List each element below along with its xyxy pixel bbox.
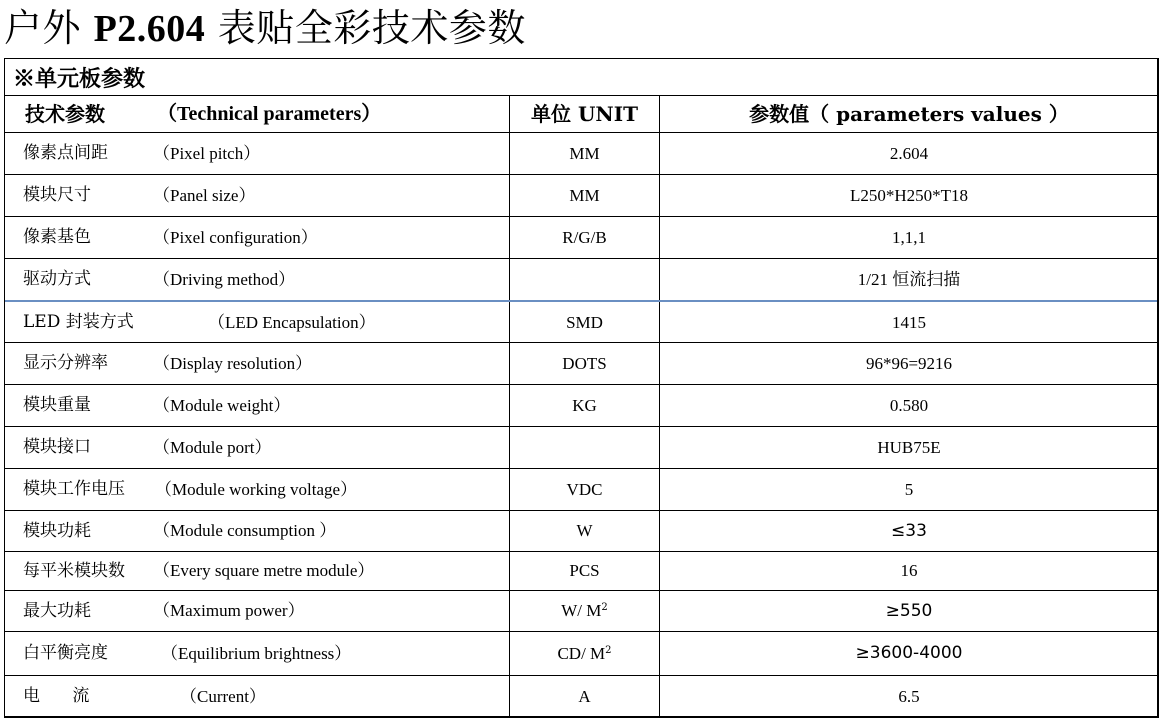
header-value: 参数值（ parameters values ） xyxy=(749,102,1069,126)
table-row xyxy=(5,300,1158,342)
param-name-cn: 驱动方式 xyxy=(23,269,91,289)
unit-cell xyxy=(510,427,660,468)
unit-cell xyxy=(510,302,660,342)
param-name-en: （Panel size） xyxy=(153,186,256,205)
param-value: HUB75E xyxy=(877,438,941,457)
param-value: ≥550 xyxy=(885,601,933,621)
header-param-en: （Technical parameters） xyxy=(157,103,382,125)
table-row xyxy=(5,590,1158,631)
param-value: 1415 xyxy=(892,313,926,332)
unit-cell xyxy=(510,343,660,384)
param-value: L250*H250*T18 xyxy=(849,186,969,205)
param-value: 96*96=9216 xyxy=(865,354,953,373)
param-cell xyxy=(5,343,510,384)
table-row xyxy=(5,631,1158,675)
param-cell xyxy=(5,427,510,468)
param-name-cn: 显示分辨率 xyxy=(23,353,108,373)
unit-value: MM xyxy=(569,144,600,163)
param-name-cn: LED 封装方式 xyxy=(23,312,134,332)
unit-cell xyxy=(510,511,660,551)
title-model-code: P2.604 xyxy=(93,8,206,50)
table-row xyxy=(5,132,1158,174)
param-name-en: （Maximum power） xyxy=(153,601,305,620)
table-row xyxy=(5,510,1158,551)
table-row xyxy=(5,342,1158,384)
header-value-cell xyxy=(660,96,1158,132)
table-row xyxy=(5,675,1158,717)
unit-value: PCS xyxy=(569,561,600,580)
table-row xyxy=(5,426,1158,468)
unit-cell xyxy=(510,632,660,675)
unit-value: DOTS xyxy=(562,354,607,373)
value-cell xyxy=(660,133,1158,174)
param-name-cn: 每平米模块数 xyxy=(23,561,125,581)
param-name-cn: 模块尺寸 xyxy=(23,185,91,205)
value-cell xyxy=(660,385,1158,426)
section-header-row xyxy=(5,59,1158,95)
unit-cell xyxy=(510,552,660,590)
param-name-en: （Module consumption ） xyxy=(153,521,337,540)
value-cell xyxy=(660,676,1158,717)
param-value: 0.580 xyxy=(889,396,929,415)
unit-value: W/ M xyxy=(561,601,602,620)
unit-cell xyxy=(510,259,660,300)
param-cell xyxy=(5,591,510,631)
table-row xyxy=(5,551,1158,590)
title-suffix: 表贴全彩技术参数 xyxy=(205,6,526,50)
unit-cell xyxy=(510,591,660,631)
param-name-en: （Every square metre module） xyxy=(153,561,375,580)
param-name-en: （Pixel configuration） xyxy=(153,228,318,247)
page-title xyxy=(4,2,526,54)
param-name-en: （Pixel pitch） xyxy=(153,144,261,163)
unit-value: W xyxy=(576,521,593,540)
param-cell xyxy=(5,259,510,300)
param-value: 2.604 xyxy=(889,144,929,163)
unit-value: R/G/B xyxy=(562,228,607,247)
param-cell xyxy=(5,385,510,426)
unit-cell xyxy=(510,385,660,426)
param-name-en: （Module port） xyxy=(153,438,272,457)
table-row xyxy=(5,174,1158,216)
param-cell xyxy=(5,676,510,717)
param-name-en: （Current） xyxy=(180,687,266,706)
value-cell xyxy=(660,511,1158,551)
value-cell xyxy=(660,259,1158,300)
value-cell xyxy=(660,427,1158,468)
unit-cell xyxy=(510,217,660,258)
section-label: ※单元板参数 xyxy=(13,66,146,92)
unit-value: SMD xyxy=(566,313,603,332)
header-unit: 单位 UNIT xyxy=(531,102,638,126)
value-cell xyxy=(660,552,1158,590)
param-cell xyxy=(5,552,510,590)
param-cell xyxy=(5,632,510,675)
unit-value: CD/ M xyxy=(557,644,606,663)
title-prefix: 户外 xyxy=(4,6,94,50)
param-cell xyxy=(5,175,510,216)
table-header-row xyxy=(5,95,1158,132)
param-name-en: （Driving method） xyxy=(153,270,296,289)
param-name-cn: 模块工作电压 xyxy=(23,479,125,499)
param-value: 1,1,1 xyxy=(892,228,926,247)
param-name-en: （Equilibrium brightness） xyxy=(161,644,352,663)
param-cell xyxy=(5,217,510,258)
param-cell xyxy=(5,133,510,174)
header-unit-cell xyxy=(510,96,660,132)
param-name-cn: 模块功耗 xyxy=(23,521,91,541)
param-cell xyxy=(5,469,510,510)
param-cell xyxy=(5,302,510,342)
param-value: 6.5 xyxy=(898,687,920,706)
param-cell xyxy=(5,511,510,551)
param-name-en: （LED Encapsulation） xyxy=(208,313,376,332)
param-name-cn: 像素点间距 xyxy=(23,143,108,163)
param-value: 16 xyxy=(900,561,918,580)
value-cell xyxy=(660,469,1158,510)
value-cell xyxy=(660,175,1158,216)
param-name-cn: 最大功耗 xyxy=(23,601,91,621)
param-value: 1/21 恒流扫描 xyxy=(857,270,961,289)
unit-cell xyxy=(510,469,660,510)
param-name-cn: 模块接口 xyxy=(23,437,91,457)
param-name-cn: 白平衡亮度 xyxy=(23,643,108,663)
param-name-en: （Module weight） xyxy=(153,396,291,415)
table-row xyxy=(5,258,1158,300)
param-value: 5 xyxy=(904,480,914,499)
param-name-en: （Display resolution） xyxy=(153,354,313,373)
value-cell xyxy=(660,302,1158,342)
param-name-cn: 像素基色 xyxy=(23,227,91,247)
table-row xyxy=(5,216,1158,258)
table-row xyxy=(5,384,1158,426)
unit-value: MM xyxy=(569,186,600,205)
value-cell xyxy=(660,217,1158,258)
table-row xyxy=(5,468,1158,510)
unit-value: VDC xyxy=(566,480,603,499)
param-name-cn: 模块重量 xyxy=(23,395,91,415)
param-value: ≤33 xyxy=(891,521,927,541)
unit-cell xyxy=(510,175,660,216)
param-value: ≥3600-4000 xyxy=(855,643,963,663)
header-param-cn: 技术参数 xyxy=(25,102,105,126)
unit-superscript: 2 xyxy=(605,645,612,656)
header-param-cell xyxy=(5,96,510,132)
unit-value: A xyxy=(578,687,591,706)
value-cell xyxy=(660,632,1158,675)
unit-cell xyxy=(510,133,660,174)
param-name-cn: 电 流 xyxy=(23,686,90,706)
spec-table xyxy=(4,58,1159,718)
unit-value: KG xyxy=(572,396,597,415)
unit-cell xyxy=(510,676,660,717)
unit-superscript: 2 xyxy=(601,602,608,613)
param-name-en: （Module working voltage） xyxy=(155,480,358,499)
value-cell xyxy=(660,343,1158,384)
value-cell xyxy=(660,591,1158,631)
